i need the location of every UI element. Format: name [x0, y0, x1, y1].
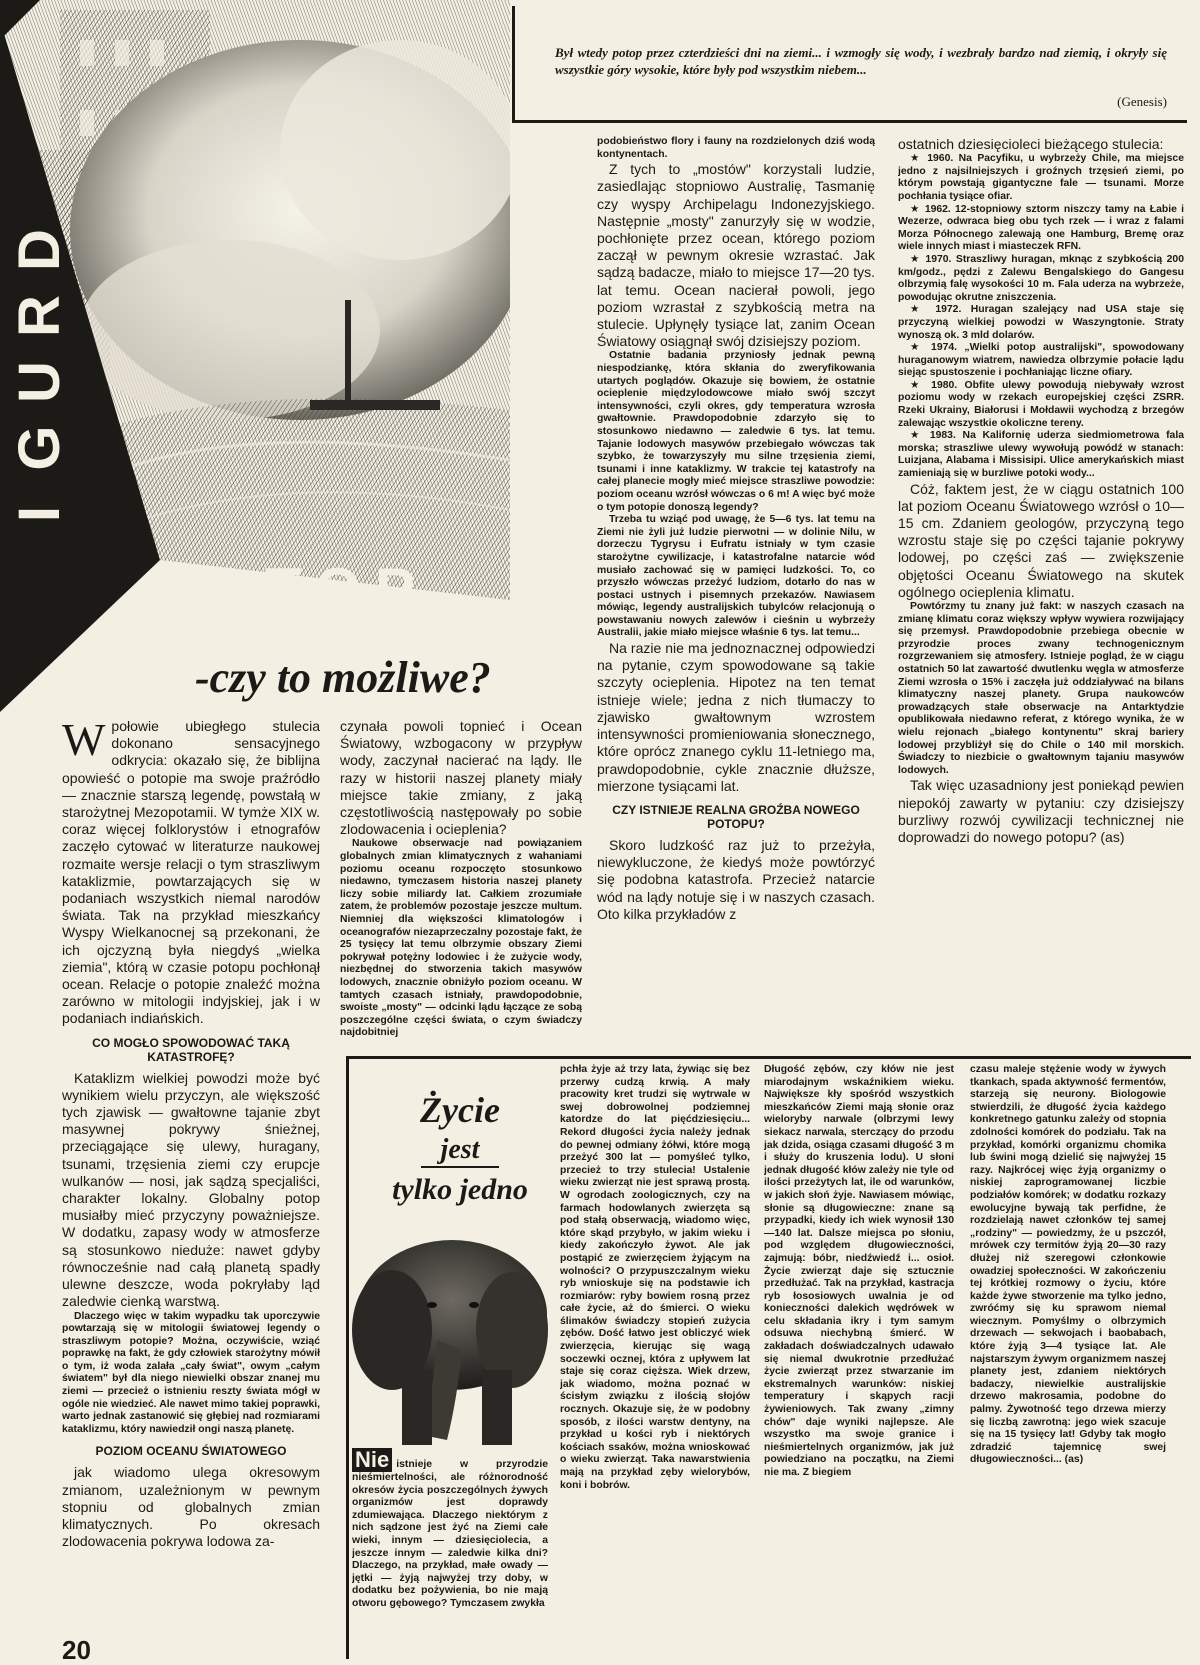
event-item: ★ 1972. Huragan szalejący nad USA staje się przyczyną wielkiej powodzi w Waszyngtonie. Straty wynoszą ok. 3 mld dolarów.	[898, 304, 1184, 341]
event-item: ★ 1983. Na Kalifornię uderza siedmiometrowa fala morska; straszliwe ulewy wywołują powódź w stanach: Luizjana, Alabama i Missisipi. Ulice amerykańskich miast zamieniają się w burzliwe potoki wody...	[898, 430, 1184, 480]
paragraph: Z tych to „mostów" korzystali ludzie, zasiedlając stopniowo Australię, Tasmanię czy wyspy Archipelagu Indonezyjskiego. Następnie „mosty" zanurzyły się w wodzie, pochłonięte przez ocean, którego poziom zaczął w pewnym okresie wzrastać. Jak sądzą badacze, miało to miejsce 17—20 tys. lat temu. Ocean nacierał powoli, jego poziom wzrastał z szybkością metra na stulecie. Upłynęły tysiące lat, zanim Ocean Światowy osiągnął swój dzisiejszy poziom.	[597, 161, 875, 350]
epigraph-source: (Genesis)	[1117, 94, 1167, 109]
article1-column-2	[340, 718, 582, 1048]
event-item: ★ 1960. Na Pacyfiku, u wybrzeży Chile, ma miejsce jedno z najsilniejszych i groźnych trzęsień ziemi, po którym powstają gigantyczne fale — tsunami. Morze pochłania tysiące ofiar.	[898, 153, 1184, 202]
paragraph: Powtórzmy tu znany już fakt: w naszych czasach na zmianę klimatu coraz większy wpływ wywiera rozwijający się przemysł. Prawdopodobnie przebiega obecnie w przyrodzie proces zwany technogenicznym rozgrzewaniem się atmosfery. Istnieje pogląd, że w ciągu ostatnich 50 lat zawartość dwutlenku węgla w atmosferze Ziemi wzrosła o 15% i zaczęła już oddziaływać na bilans klimatyczny naszej planety. Grupa naukowców prowadzących stałe obserwacje na Antarktydzie opublikowała niedawno referat, z którego wynika, że w wielu rejonach „białego kontynentu" skraj bariery lodowej przybliżył się do Chile o 140 mil morskich. Świadczy to niezbicie o gwałtownym tajaniu masywów lodowych.	[898, 601, 1184, 776]
event-item: ★ 1970. Straszliwy huragan, mknąc z szybkością 200 km/godz., pędzi z Zalewu Bengalskiego do Gangesu olbrzymią falę wysokości 10 m. Fala uderza na wybrzeże, powodując okrutne zniszczenia.	[898, 253, 1184, 303]
paragraph: pchła żyje aż trzy lata, żywiąc się bez przerwy cudzą krwią. A mały pracowity kret trudzi się wytrwale w swej dobrowolnej podziemnej katordze do lat pięćdziesięciu... Rekord długości życia należy jednak do pewnej odmiany żółwi, które mogą przeżyć 300 lat — pomyśleć tylko, przecież to trzy stulecia! Ustalenie wieku zwierząt nie jest sprawą prostą. W ogrodach zoologicznych, czy na farmach hodowlanych zwierzęta są pod stałą obserwacją, wiadomo więc, które skąd przybyło, w jakim wieku i kiedy zakończyło żywot. Ale jak postąpić ze zwierzęciem żyjącym na wolności? O przypuszczalnym wieku ryb wnioskuje się na podstawie ich rozmiarów: ryby bowiem rosną przez całe życie, aż do śmierci. O wieku ślimaków świadczy stopień zużycia zębów. Dość łatwo jest obliczyć wiek zwierzęcia, kierując się wagą soczewki ocznej, która z upływem lat staje się coraz cięższa. Wiek drzew, jak wiadomo, można poznać w ścisłym związku z ilością słojów rocznych. Okazuje się, że w podobny sposób, z ilości warstw dentyny, na przykład u kości ryb i niektórych kościach ssaków, można wnioskować o wieku zwierząt. Taka nawarstwienia mają na przykład zęby wielorybów, koni i bobrów.	[560, 1064, 750, 1491]
paragraph: Trzeba tu wziąć pod uwagę, że 5—6 tys. lat temu na Ziemi nie żyli już ludzie pierwotni — w dolinie Nilu, w dorzeczu Tygrysu i Eufratu istniały w tym czasie starożytne cywilizacje, i katastrofalne natarcie wód musiało zachować się w pamięci ludzkości. To, co przyszło wówczas przeżyć ludziom, dotarło do nas w postaci ustnych i pisemnych przekazów. Nawiasem mówiąc, legendy australijskich tubylców relacjonują o powstawaniu nowych zalewów i cieśnin u wybrzeży Australii, jakie miało miejsce właśnie 6 tys. lat temu...	[597, 514, 875, 639]
section-heading: CZY ISTNIEJE REALNA GROŹBA NOWEGO POTOPU?	[612, 802, 860, 831]
paragraph: Ostatnie badania przyniosły jednak pewną niespodziankę, która skłania do zweryfikowania utartych poglądów. Okazuje się bowiem, że ostatnie ocieplenie międzylodowcowe miało swój szczyt intensywności, czyli okres, gdy temperatura wzrosła gwałtownie. Prawdopodobnie zdarzyło się to stosunkowo niedawno — zaledwie 6 tys. lat temu. Tajanie lodowych masywów przebiegało wówczas tak szybko, że towarzyszyły mu silne trzęsienia ziemi, tsunami i inne kataklizmy. W trakcie tej katastrofy na całej planecie mogły mieć miejsce straszliwe powodzie: poziom oceanu wzrósł wówczas o 6 m! A więc być może o tym potopie donoszą legendy?	[597, 350, 875, 513]
paragraph: ostatnich dziesięcioleci bieżącego stulecia:	[898, 136, 1164, 152]
article1-column-4	[898, 136, 1184, 1046]
paragraph: Naukowe obserwacje nad powiązaniem globalnych zmian klimatycznych z wahaniami poziomu oceanu rozpoczęto stosunkowo niedawno, tymczasem historia naszej planety liczy sobie miliardy lat. Całkiem zrozumiałe zatem, że problemów pozostaje jeszcze multum. Niemniej dla większości klimatologów i oceanografów niezaprzeczalny pozostaje fakt, że 25 tysięcy lat temu olbrzymie obszary Ziemi pokrywał potężny lodowiec i że zużycie wody, niezbędnej do stworzenia takich masywów lodowych, znacznie obniżyło poziom oceanu. W tamtych czasach istniały, prawdopodobnie, swoiste „mosty" — odcinki lądu łączące ze sobą poszczególne części świata, o czym świadczy najdobitniej	[340, 838, 582, 1039]
elephant-icon	[352, 1220, 548, 1445]
article2-column-2	[560, 1064, 750, 1659]
paragraph: Kataklizm wielkiej powodzi może być wynikiem wielu przyczyn, ale większość tych zjawisk — gwałtowne tajanie zbyt masywnej pokrywy śnieżnej, przeciągające się ulewy, huragany, tsunami, trzęsienia ziemi czy erupcje wulkanów — nosi, jak sądzą specjaliści, charakter lokalny. Globalny potop musiałby mieć przyczyny poważniejsze. W dodatku, zapasy wody w atmosferze są stosunkowo nieduże: nawet gdyby równocześnie nad całą planetą spadły ulewne deszcze, woda pokryłaby ląd zaledwie cienką warstwą.	[62, 1069, 320, 1310]
article2-column-4	[970, 1064, 1166, 1659]
page-number: 20	[62, 1635, 91, 1665]
epigraph-text: Był wtedy potop przez czterdzieści dni na ziemi... i wzmogły się wody, i wezbrały bardzo nad ziemią, i okryły się wszystkie góry wysokie, które były pod wszystkim niebem...	[555, 45, 1167, 77]
elephant-photo	[352, 1220, 548, 1445]
title-letter: R	[7, 295, 72, 337]
epigraph-box	[512, 6, 1187, 123]
paragraph: Cóż, faktem jest, że w ciągu ostatnich 100 lat poziom Oceanu Światowego wzrósł o 10—15 cm. Zdaniem geologów, przyczyną tego wzrostu staje się po części tajanie pokrywy lodowej, po części zaś — zwiększenie objętości Oceanu Światowego na skutek ogólnego ocieplenia klimatu.	[898, 480, 1184, 600]
paragraph: podobieństwo flory i fauny na rozdzielonych dziś wodą kontynentach.	[597, 136, 875, 160]
title-letter: U	[7, 361, 72, 403]
paragraph: Dlaczego więc w takim wypadku tak uporczywie powtarzają się w mitologii światowej legendy o straszliwym potopie? Można, oczywiście, wziąć poprawkę na fakt, że gdy człowiek starożytny mówił o tym, iż woda zalała „cały świat", owym „całym światem" był dla niego niewielki obszar znanej mu ziemi — przecież o istnieniu reszty świata mógł w ogóle nie wiedzieć. Ale nawet mimo takiej poprawki, warto jednak zastanowić się głębiej nad rozmiarami kataklizmu, który nawiedził ongi naszą planetę.	[62, 1310, 320, 1435]
paragraph: Tak więc uzasadniony jest poniekąd pewien niepokój zawarty w pytaniu: czy dzisiejszy burzliwy rozwój cywilizacji technicznej nie doprowadzi do nowego potopu? (as)	[898, 777, 1184, 845]
paragraph: istnieje w przyrodzie nieśmiertelności, ale różnorodność okresów życia poszczególnych żywych organizmów jest doprawdy zdumiewająca. Dlaczego niektórym z nich sądzone jest żyć na Ziemi całe wieki, innym — dziesięciolecia, a jeszcze innym — zaledwie kilka dni? Dlaczego, na przykład, małe owady — jętki — żyją najwyżej trzy doby, w dodatku bez pożywienia, bo nie mają otworu gębowego? Tymczasem zwykła	[352, 1459, 548, 1609]
article1-column-3	[597, 136, 875, 1046]
article2-title	[360, 1090, 560, 1208]
title-line: Życie	[420, 1090, 500, 1130]
lead-word: Nie	[352, 1448, 392, 1472]
drop-cap: W	[62, 718, 106, 765]
title-letter: I	[7, 505, 72, 523]
paragraph: czasu maleje stężenie wody w żywych tkankach, spada aktywność fermentów, starzeją się neurony. Biologowie stwierdzili, że długość życia każdego konkretnego gatunku zależy od stopnia zdolności komórek do podziału. Tak na przykład, komórki organizmu chomika lub świni mogą dzielić się najwyżej 15 razy. Najkrócej więc żyją organizmy o niskiej zaprogramowanej liczbie podziałów komórek; w dodatku rozkazy ewolucyjne bywają tak perfidne, że rozdzielają nawet członków tej samej „rodziny" — powiedzmy, że u pszczół, mrówek czy termitów żyją 20—30 razy dłużej niż szeregowi członkowie owadziej społeczności. W zakończeniu tej krótkiej rozmowy o życiu, które każde żywe stworzenie ma tylko jedno, zwróćmy się ku sprawom niemal wiecznym. Pomyślmy o olbrzymich drzewach — sekwojach i baobabach, które żyją 3—4 tysiące lat. Ale najstarszym żywym organizmem naszej planety jest, zdaniem niektórych badaczy, niewielkie australijskie drzewo makrosamia, podobne do palmy. Żywotność tego drzewa mierzy się liczbą zawrotną: jego wiek szacuje się na 15 tysięcy lat! Gdyby tak mogło zdradzić tajemnicę swej długowieczności... (as)	[970, 1064, 1166, 1466]
paragraph: Na razie nie ma jednoznacznej odpowiedzi na pytanie, czym spowodowane są takie szczyty ocieplenia. Hipotez na ten temat istnieje wiele; jedna z nich tłumaczy to zjawisko gwałtownym wzrostem intensywności promieniowania słonecznego, które oprócz znanego cyklu 11-letniego ma, prawdopodobnie, cykle znacznie dłuższe, mierzone tysiącami lat.	[597, 640, 875, 794]
title-letter: G	[7, 425, 72, 471]
title-line: jest	[421, 1134, 500, 1168]
section-heading: POZIOM OCEANU ŚWIATOWEGO	[95, 1444, 287, 1459]
article2-column-1	[352, 1448, 548, 1658]
title-main: POTOP	[150, 556, 429, 623]
paragraph: Skoro ludzkość raz już to przeżyła, niewykluczone, że kiedyś może powtórzyć się podobna katastrofa. Przecież natarcie wód na lądy notuje się i w naszych czasach. Oto kilka przykładów z	[597, 836, 875, 922]
article2-column-3	[764, 1064, 954, 1659]
subtitle: -czy to możliwe?	[195, 653, 491, 702]
event-item: ★ 1980. Obfite ulewy powodują niebywały wzrost poziomu wody w rzekach europejskiej części ZSRR. Rzeki Ukrainy, Białorusi i Mołdawii wychodzą z brzegów zalewając wszystkie okoliczne tereny.	[898, 379, 1184, 429]
event-item: ★ 1974. „Wielki potop australijski", spowodowany huraganowym wiatrem, nawiedza olbrzymie połacie lądu siejąc spustoszenie i pochłaniając liczne ofiary.	[898, 342, 1184, 379]
paragraph: Długość zębów, czy kłów nie jest miarodajnym wskaźnikiem wieku. Największe kły spośród wszystkich mieszkańców Ziemi mają słonie oraz wieloryby narwale (olbrzymi lewy siekacz narwala, sterczący do przodu jak dzida, osiąga czasami długość 3 m i służy do kruszenia lodu). U słoni jednak długość kłów zależy nie tyle od ilości przeżytych lat, ile od warunków, w jakich słoń żyje. Nawiasem mówiąc, słonie są długowieczne: znane są przypadki, kiedy ich wiek wynosił 130—140 lat. Dalsze miejsca po słoniu, pod względem długowieczności, zajmują: bóbr, niedźwiedź i... osioł. Życie zwierząt daje się sztucznie przedłużać. Tak na przykład, kastracja ryb łososiowych uwalnia je od konieczności dalekich wędrówek w celu składania ikry i tym samym odsuwa niechybną śmierć. W zakładach doświadczalnych udawało się niemal dwukrotnie przedłużać życie zwierząt przez stwarzanie im ekstremalnych warunków: niskiej temperatury i skąpych racji żywieniowych. Tak zwany „zimny chów" daje wyniki najlepsze. Ale wszystko ma swoje granice i nieśmiertelnych organizmów, jak już powiedziano na początku, na Ziemi nie ma. Z biegiem	[764, 1064, 954, 1478]
paragraph: czynała powoli topnieć i Ocean Światowy, wzbogacony w przypływ wody, zaczynał nacierać na lądy. Ile razy w historii naszej planety miały miejsce takie zmiany, z jaką częstotliwością następowały po sobie zlodowacenia i ocieplenia?	[340, 718, 582, 838]
article1-column-1	[62, 718, 320, 1648]
title-letter: D	[7, 229, 72, 271]
event-item: ★ 1962. 12-stopniowy sztorm niszczy tamy na Łabie i Wezerze, odwraca bieg obu tych rzek — i wraz z falami Morza Północnego zalewają one Hamburg, Bremę oraz wiele innych miast i miasteczek RFN.	[898, 203, 1184, 253]
section-heading: CO MOGŁO SPOWODOWAĆ TAKĄ KATASTROFĘ?	[92, 1035, 290, 1064]
title-line: tylko jedno	[392, 1173, 528, 1206]
title-vertical-letters	[7, 220, 130, 544]
paragraph: jak wiadomo ulega okresowym zmianom, uzależnionym w pewnym stopniu od globalnych zmian klimatycznych. Po okresach zlodowacenia pokrywa lodowa za-	[62, 1464, 320, 1550]
paragraph: połowie ubiegłego stulecia dokonano sensacyjnego odkrycia: okazało się, że biblijna opowieść o potopie ma swoje praźródło — znacznie starszą legendę, powstałą w starożytnej Mezopotamii. W tymże XIX w. coraz więcej folklorystów i etnografów zaczęło cytować w literaturze naukowej rozmaite wersje relacji o tym straszliwym kataklizmie, powtarzających się w podaniach wszystkich niemal narodów świata. Tak na przykład mieszkańcy Wyspy Wielkanocnej są przekonani, że ich ojczyzną była niegdyś „wielka ziemia", którą w czasie potopu pochłonął ocean. Relacje o potopie znaleźć można zarówno w mitologii indyjskiej, jak i w podaniach indiańskich.	[62, 718, 320, 1027]
